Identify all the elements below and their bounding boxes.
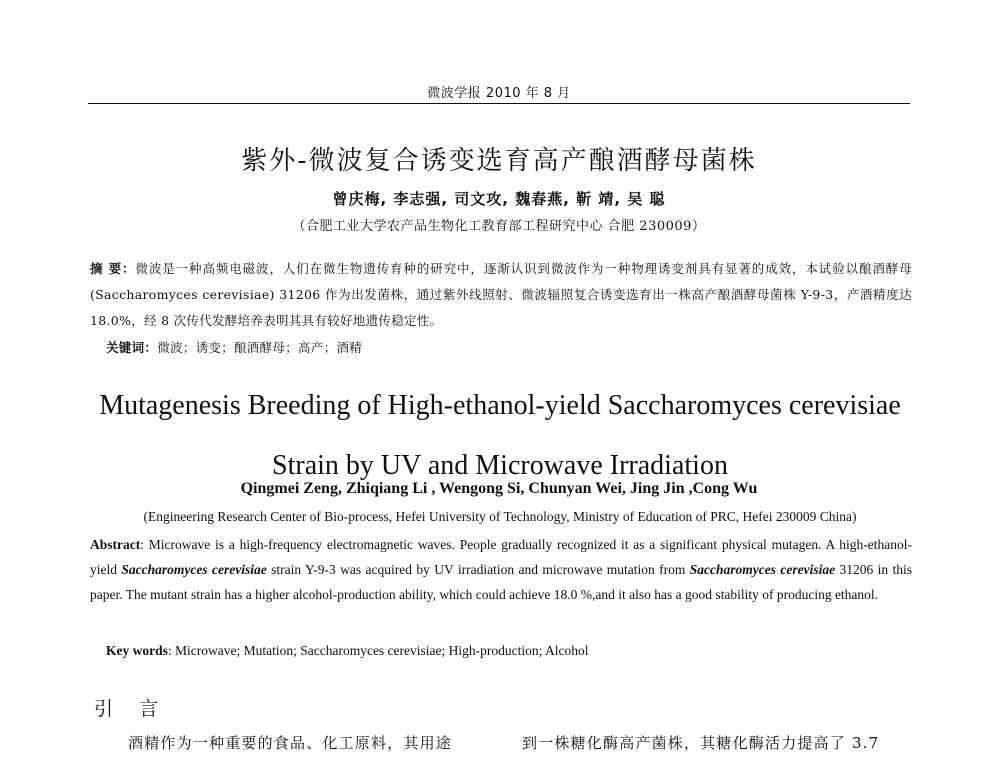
chinese-keywords-text: 微波；诱变；酿酒酵母；高产；酒精 (157, 340, 363, 355)
english-abstract-text-2: strain Y-9-3 was acquired by UV irradiation and microwave mutation from (266, 562, 690, 577)
english-authors: Qingmei Zeng, Zhiqiang Li , Wengong Si, Chunyan Wei, Jing Jin ,Cong Wu (240, 480, 758, 497)
chinese-authors: 曾庆梅, 李志强, 司文攻, 魏春燕, 靳 靖, 吴 聪 (332, 190, 666, 208)
chinese-title: 紫外-微波复合诱变选育高产酿酒酵母菌株 (241, 146, 757, 176)
chinese-abstract (90, 256, 912, 334)
english-keywords-label: Key words (106, 643, 168, 658)
chinese-keywords (106, 338, 916, 356)
header-rule (88, 103, 910, 104)
english-keywords (106, 643, 916, 659)
english-abstract-label: Abstract (90, 537, 141, 552)
english-abstract-text-3: 31206 in this paper. The mutant strain has a higher alcohol-production ability, which could achieve 18.0 %,and it also has a good stability of producing ethanol. (90, 562, 913, 602)
english-affiliation: (Engineering Research Center of Bio-process, Hefei University of Technology, Ministry of Education of PRC, Hefei 230009 China) (143, 509, 857, 524)
body-column-right-line: 到一株糖化酶高产菌株，其糖化酶活力提高了 3.7 (522, 734, 880, 752)
section-heading-introduction: 引 言 (94, 698, 169, 720)
english-keywords-text: : Microwave; Mutation; Saccharomyces cerevisiae; High-production; Alcohol (167, 643, 589, 658)
english-abstract-text-1: : Microwave is a high-frequency electromagnetic waves. People gradually recognized it as a significant physical mutagen. A high-ethanol-yield (90, 537, 912, 577)
english-title (60, 376, 940, 496)
species-name: Saccharomyces cerevisiae (121, 562, 267, 577)
english-title-line-1: Mutagenesis Breeding of High-ethanol-yield Saccharomyces cerevisiae (99, 390, 901, 421)
body-column-left-line: 酒精作为一种重要的食品、化工原料，其用途 (128, 734, 453, 752)
chinese-affiliation: （合肥工业大学农产品生物化工教育部工程研究中心 合肥 230009） (292, 219, 706, 234)
chinese-abstract-text: 微波是一种高频电磁波，人们在微生物遗传育种的研究中，逐渐认识到微波作为一种物理诱变剂具有显著的成效，本试验以酿酒酵母(Saccharomyces cerevisiae) 31206 作为出发菌株，通过紫外线照射、微波辐照复合诱变选育出一株高产酿酒酵母菌株 Y-9-3，产酒精度达 18.0%，经 8 次传代发酵培养表明其具有较好地遗传稳定性。 (90, 261, 912, 328)
english-abstract (90, 532, 912, 607)
chinese-abstract-label: 摘 要： (90, 261, 136, 276)
species-name-2: Saccharomyces cerevisiae (689, 562, 836, 577)
chinese-keywords-label: 关键词： (106, 340, 158, 355)
english-title-line-2: Strain by UV and Microwave Irradiation (272, 450, 728, 481)
running-head: 微波学报 2010 年 8 月 (427, 86, 571, 101)
